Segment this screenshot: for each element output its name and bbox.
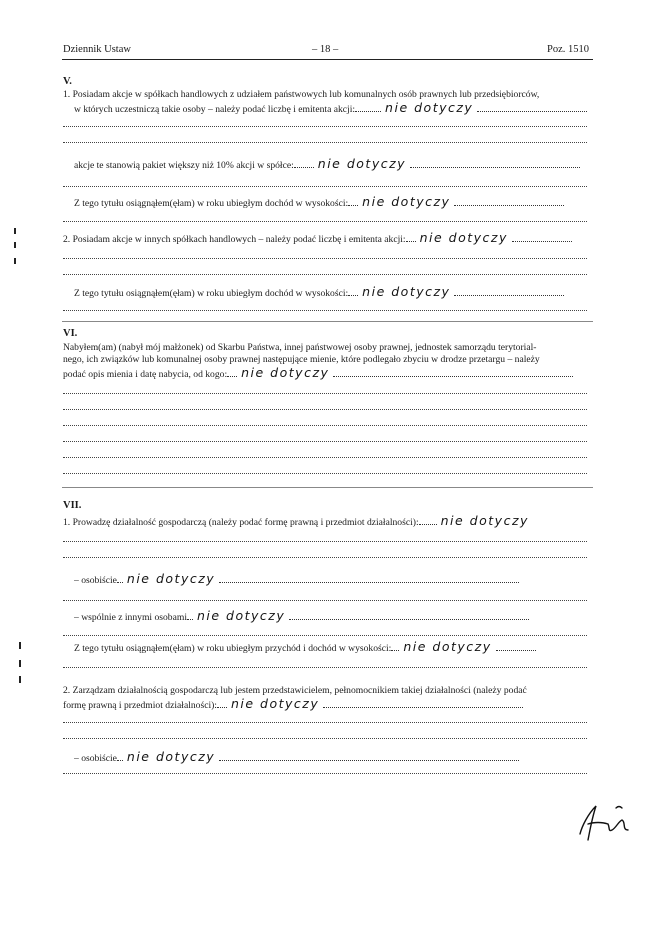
handwritten-answer: nie dotyczy (419, 231, 508, 245)
blank-line (63, 425, 587, 426)
vii-q1: 1. Prowadzę działalność gospodarczą (należy podać formę prawną i przedmiot działalności): nie dotyczy (63, 514, 587, 529)
vi-line2: nego, ich związków lub komunalnej osoby prawnej następujące mienie, które podlegało zbyciu w drodze przetargu – należy (63, 354, 540, 365)
v-q1-line1: 1. Posiadam akcje w spółkach handlowych z udziałem państwowych lub komunalnych osób prawnych lub przedsiębiorców, (63, 89, 540, 100)
scan-mark (14, 228, 16, 234)
scan-mark (19, 676, 21, 683)
handwritten-answer: nie dotyczy (196, 609, 286, 623)
section-vi-title: VI. (63, 328, 78, 339)
blank-line (63, 186, 587, 187)
v-q1-pakiet: akcje te stanowią pakiet większy niż 10% akcji w spółce: nie dotyczy (74, 157, 587, 172)
handwritten-answer: nie dotyczy (230, 697, 320, 711)
vii-q1-income: Z tego tytułu osiągnąłem(ęłam) w roku ubiegłym przychód i dochód w wysokości: nie dotyczy (74, 640, 587, 655)
vii-q1-joint: – wspólnie z innymi osobami nie dotyczy (74, 609, 587, 624)
handwritten-answer: nie dotyczy (362, 195, 451, 209)
blank-line (63, 738, 587, 739)
blank-line (63, 635, 587, 636)
scan-mark (14, 258, 16, 264)
blank-line (63, 473, 587, 474)
journal-name: Dziennik Ustaw (63, 44, 131, 55)
page-number: – 18 – (312, 44, 339, 55)
vi-line3: podać opis mienia i datę nabycia, od kogo: nie dotyczy (63, 366, 587, 381)
vii-q2-self: – osobiście nie dotyczy (74, 750, 587, 765)
blank-line (63, 667, 587, 668)
handwritten-answer: nie dotyczy (440, 514, 529, 528)
blank-line (63, 274, 587, 275)
header-rule (62, 59, 593, 60)
blank-line (63, 142, 587, 143)
blank-line (63, 541, 587, 542)
blank-line (63, 258, 587, 259)
blank-line (63, 557, 587, 558)
blank-line (63, 126, 587, 127)
handwritten-signature (574, 800, 634, 844)
blank-line (63, 773, 587, 774)
vii-q1-self: – osobiście nie dotyczy (74, 572, 587, 587)
blank-line (63, 393, 587, 394)
scan-mark (19, 642, 21, 649)
section-divider (62, 321, 593, 322)
handwritten-answer: nie dotyczy (403, 640, 492, 654)
vii-q2-line2: formę prawną i przedmiot działalności): nie dotyczy (63, 697, 587, 712)
blank-line (63, 310, 587, 311)
blank-line (63, 600, 587, 601)
v-q2-line1: 2. Posiadam akcje w innych spółkach handlowych – należy podać liczbę i emitenta akcji: nie dotyczy (63, 231, 587, 246)
vii-q2-line1: 2. Zarządzam działalnością gospodarczą lub jestem przedstawicielem, pełnomocnikiem takiej działalności (należy podać (63, 685, 527, 696)
v-q1-income: Z tego tytułu osiągnąłem(ęłam) w roku ubiegłym dochód w wysokości: nie dotyczy (74, 195, 587, 210)
handwritten-answer: nie dotyczy (317, 157, 407, 171)
handwritten-answer: nie dotyczy (126, 750, 216, 764)
blank-line (63, 722, 587, 723)
section-vii-title: VII. (63, 500, 82, 511)
handwritten-answer: nie dotyczy (126, 572, 216, 586)
handwritten-answer: nie dotyczy (385, 101, 474, 115)
section-v-title: V. (63, 76, 72, 87)
scan-mark (14, 242, 16, 248)
position-number: Poz. 1510 (547, 44, 589, 55)
scan-mark (19, 660, 21, 667)
blank-line (63, 221, 587, 222)
v-q2-income: Z tego tytułu osiągnąłem(ęłam) w roku ubiegłym dochód w wysokości: nie dotyczy (74, 285, 587, 300)
blank-line (63, 409, 587, 410)
blank-line (63, 441, 587, 442)
vi-line1: Nabyłem(am) (nabył mój małżonek) od Skarbu Państwa, innej państwowej osoby prawnej, jednostek samorządu terytorial- (63, 342, 537, 353)
handwritten-answer: nie dotyczy (362, 285, 451, 299)
v-q1-line2: w których uczestniczą takie osoby – należy podać liczbę i emitenta akcji: nie dotyczy (74, 101, 587, 116)
blank-line (63, 457, 587, 458)
section-divider (62, 487, 593, 488)
handwritten-answer: nie dotyczy (241, 366, 330, 380)
